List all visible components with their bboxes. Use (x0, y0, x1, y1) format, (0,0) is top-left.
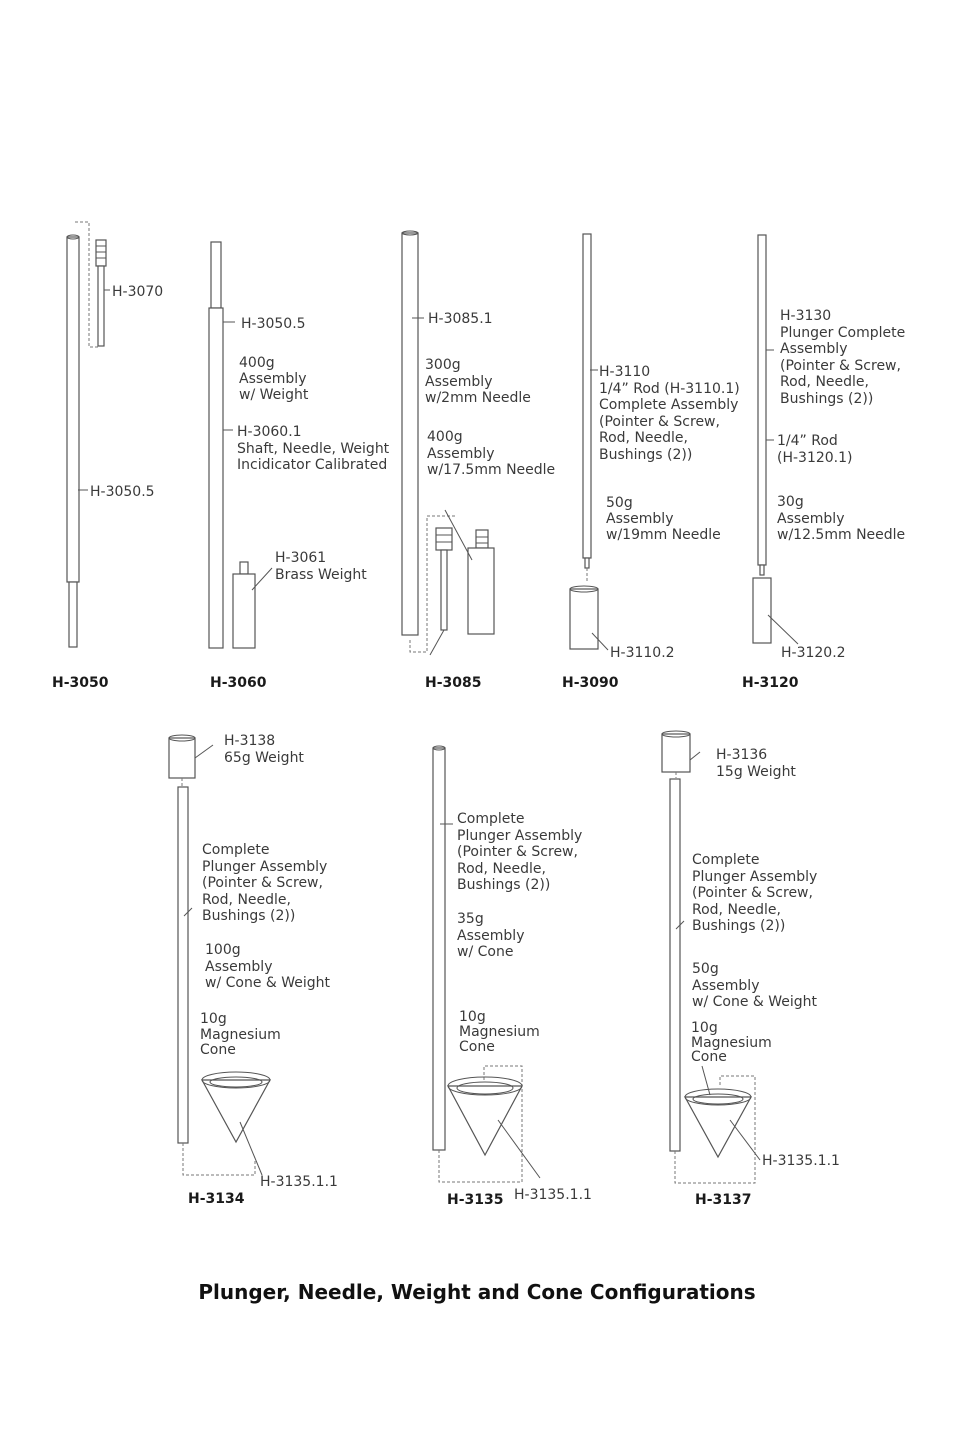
callout: Assembly (457, 928, 525, 944)
callout: Cone (459, 1039, 495, 1055)
assembly-h3135 (433, 746, 592, 1208)
needle-holder (441, 550, 447, 630)
callout: 400g (427, 429, 463, 445)
callout: Magnesium (200, 1027, 281, 1043)
callout: Assembly (205, 959, 273, 975)
brass-weight (233, 574, 255, 648)
callout: Cone (200, 1042, 236, 1058)
assembly-code: H-3050 (52, 675, 109, 691)
rod (670, 779, 680, 1151)
rod (433, 748, 445, 1150)
callout: 15g Weight (716, 764, 796, 780)
weight (468, 548, 494, 634)
callout: H-3061 (275, 550, 327, 566)
callout: Bushings (2)) (780, 391, 874, 407)
callout: H-3050.5 (241, 316, 306, 332)
rod (583, 234, 591, 558)
callout: Rod, Needle, (457, 861, 546, 877)
callout: H-3135.1.1 (514, 1187, 592, 1203)
screw-thread (436, 528, 452, 550)
rod (209, 308, 223, 648)
callout: w/ Cone & Weight (692, 994, 818, 1010)
callout: H-3110 (599, 364, 651, 380)
callout: w/ Weight (239, 387, 309, 403)
callout: Complete (202, 842, 270, 858)
cone (685, 1097, 751, 1157)
callout: Bushings (2)) (457, 877, 551, 893)
callout: (Pointer & Screw, (599, 414, 720, 430)
pointer (98, 266, 104, 346)
callout: 30g (777, 494, 804, 510)
rod (758, 235, 766, 565)
cone (202, 1080, 270, 1142)
callout: (Pointer & Screw, (202, 875, 323, 891)
assembly-code: H-3134 (188, 1191, 245, 1207)
weight (570, 589, 598, 649)
callout: Shaft, Needle, Weight (237, 441, 390, 457)
screw-thread (476, 530, 488, 548)
assembly-h3134 (169, 733, 338, 1207)
cone (448, 1086, 522, 1155)
callout: Bushings (2)) (692, 918, 786, 934)
assembly-code: H-3090 (562, 675, 619, 691)
assembly-h3060 (209, 242, 390, 691)
callout: Complete (692, 852, 760, 868)
callout: Bushings (2)) (599, 447, 693, 463)
rod (402, 233, 418, 635)
figure-caption: Plunger, Needle, Weight and Cone Configurations (198, 1280, 756, 1304)
callout: Assembly (425, 374, 493, 390)
callout: H-3070 (112, 284, 164, 300)
callout: Brass Weight (275, 567, 367, 583)
rod-upper (211, 242, 221, 308)
callout: Assembly (606, 511, 674, 527)
callout: 10g (200, 1011, 227, 1027)
callout: w/2mm Needle (425, 390, 531, 406)
callout: (H-3120.1) (777, 450, 853, 466)
callout: Magnesium (459, 1024, 540, 1040)
callout: Bushings (2)) (202, 908, 296, 924)
callout: H-3130 (780, 308, 832, 324)
callout: 1/4” Rod (H-3110.1) (599, 381, 740, 397)
callout: (Pointer & Screw, (692, 885, 813, 901)
callout: w/ Cone & Weight (205, 975, 331, 991)
weight (169, 738, 195, 778)
callout: Assembly (780, 341, 848, 357)
callout: 100g (205, 942, 241, 958)
callout: Cone (691, 1049, 727, 1065)
callout: w/ Cone (457, 944, 514, 960)
callout: Rod, Needle, (692, 902, 781, 918)
dashed-leader (183, 1143, 255, 1175)
callout: Complete Assembly (599, 397, 739, 413)
callout: Complete (457, 811, 525, 827)
callout: Plunger Assembly (202, 859, 328, 875)
callout: Assembly (692, 978, 760, 994)
callout: 1/4” Rod (777, 433, 838, 449)
assembly-h3120 (742, 235, 905, 691)
callout: H-3110.2 (610, 645, 675, 661)
callout: 10g (459, 1009, 486, 1025)
callout: 300g (425, 357, 461, 373)
screw-thread (240, 562, 248, 574)
needle (69, 582, 77, 647)
assembly-h3137 (662, 731, 840, 1208)
callout: 35g (457, 911, 484, 927)
callout: Rod, Needle, (599, 430, 688, 446)
callout: Assembly (777, 511, 845, 527)
callout: Plunger Assembly (457, 828, 583, 844)
callout: Rod, Needle, (780, 374, 869, 390)
callout: H-3138 (224, 733, 276, 749)
callout: 50g (692, 961, 719, 977)
callout: (Pointer & Screw, (457, 844, 578, 860)
callout: H-3120.2 (781, 645, 846, 661)
callout: 400g (239, 355, 275, 371)
assembly-h3050 (52, 222, 163, 691)
callout: H-3135.1.1 (260, 1174, 338, 1190)
callout: 10g (691, 1020, 718, 1036)
callout: Rod, Needle, (202, 892, 291, 908)
callout: Assembly (427, 446, 495, 462)
callout: H-3085.1 (428, 311, 493, 327)
assembly-h3085 (402, 231, 555, 691)
assembly-code: H-3135 (447, 1192, 504, 1208)
callout: H-3136 (716, 747, 768, 763)
callout: w/17.5mm Needle (427, 462, 556, 478)
callout: Plunger Complete (780, 325, 906, 341)
callout: (Pointer & Screw, (780, 358, 901, 374)
needle (585, 558, 589, 568)
screw-thread (96, 240, 106, 266)
callout: Incidicator Calibrated (237, 457, 388, 473)
callout: w/19mm Needle (606, 527, 721, 543)
callout: 50g (606, 495, 633, 511)
weight (753, 578, 771, 643)
assembly-code: H-3060 (210, 675, 267, 691)
rod (178, 787, 188, 1143)
callout: Magnesium (691, 1035, 772, 1051)
assembly-code: H-3085 (425, 675, 482, 691)
weight (662, 734, 690, 772)
callout: H-3050.5 (90, 484, 155, 500)
callout: Plunger Assembly (692, 869, 818, 885)
assembly-code: H-3137 (695, 1192, 752, 1208)
assembly-code: H-3120 (742, 675, 799, 691)
rod (67, 237, 79, 582)
assembly-h3090 (562, 234, 740, 691)
needle (760, 565, 764, 575)
callout: w/12.5mm Needle (777, 527, 906, 543)
callout: H-3135.1.1 (762, 1153, 840, 1169)
callout: Assembly (239, 371, 307, 387)
callout: H-3060.1 (237, 424, 302, 440)
callout: 65g Weight (224, 750, 304, 766)
